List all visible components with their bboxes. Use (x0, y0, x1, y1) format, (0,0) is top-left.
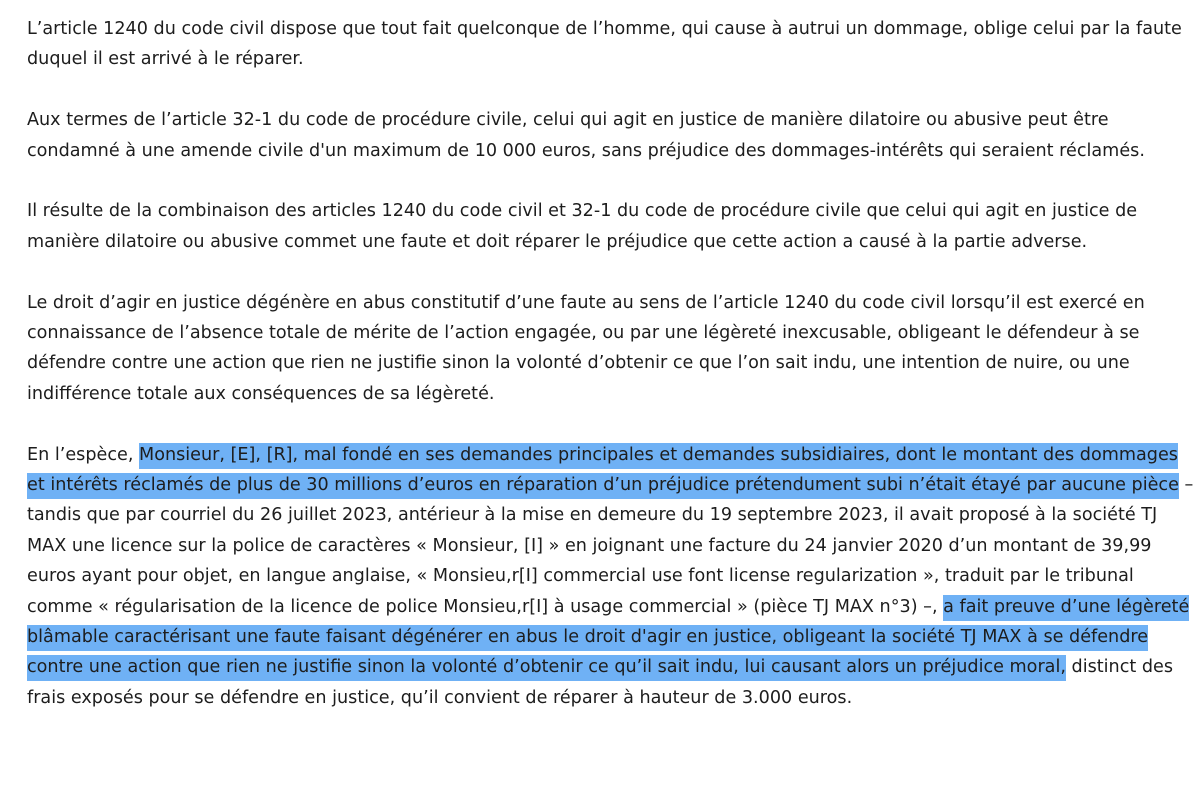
paragraph-in-this-case (27, 440, 1195, 714)
paragraph-article-32-1: Aux termes de l’article 32-1 du code de procédure civile, celui qui agit en justice de manière dilatoire ou abusive peut être condamné à une amende civile d'un maximum de 10 000 euros, sans préjudice des dommages-intérêts qui seraient réclamés. (27, 110, 1145, 161)
highlighted-text-selection[interactable]: Monsieur, [E], [R], mal fondé en ses demandes principales et demandes subsidiaires, dont le montant des dommages et intérêts réclamés de plus de 30 millions d’euros en réparation d’un préjudice prétendument subi n’était étayé par aucune pièce (27, 443, 1179, 499)
highlighted-text-selection[interactable]: a fait preuve d’une légèreté blâmable caractérisant une faute faisant dégénérer en abus le droit d'agir en justice, obligeant la société TJ MAX à se défendre contre une action que rien ne justifie sinon la volonté d’obtenir ce qu’il sait indu, lui causant alors un préjudice moral, (27, 595, 1189, 682)
paragraph-combination: Il résulte de la combinaison des articles 1240 du code civil et 32-1 du code de procédure civile que celui qui agit en justice de manière dilatoire ou abusive commet une faute et doit réparer le préjudice que cette action a causé à la partie adverse. (27, 201, 1138, 252)
text-segment: En l’espèce, (27, 444, 140, 465)
text-segment: distinct des frais exposés pour se défendre en justice, qu’il convient de réparer à hauteur de 3.000 euros. (27, 657, 1174, 708)
paragraph-abuse-of-right: Le droit d’agir en justice dégénère en abus constitutif d’une faute au sens de l’article 1240 du code civil lorsqu’il est exercé en connaissance de l’absence totale de mérite de l’action engagée, ou par une légèreté inexcusable, obligeant le défendeur à se défendre contre une action que rien ne justifie sinon la volonté d’obtenir ce que l’on sait indu, une intention de nuire, ou une indifférence totale aux conséquences de sa légèreté. (27, 292, 1145, 404)
document-body (27, 14, 1195, 713)
paragraph-article-1240: L’article 1240 du code civil dispose que tout fait quelconque de l’homme, qui cause à autrui un dommage, oblige celui par la faute duquel il est arrivé à le réparer. (27, 19, 1182, 70)
text-segment: – tandis que par courriel du 26 juillet 2023, antérieur à la mise en demeure du 19 septembre 2023, il avait proposé à la société TJ MAX une licence sur la police de caractères « Monsieur, [I] » en joignant une facture du 24 janvier 2020 d’un montant de 39,99 euros ayant pour objet, en langue anglaise, « Monsieu,r[I] commercial use font license regularization », traduit par le tribunal comme « régularisation de la licence de police Monsieu,r[I] à usage commercial » (pièce TJ MAX n°3) –, (27, 475, 1194, 617)
